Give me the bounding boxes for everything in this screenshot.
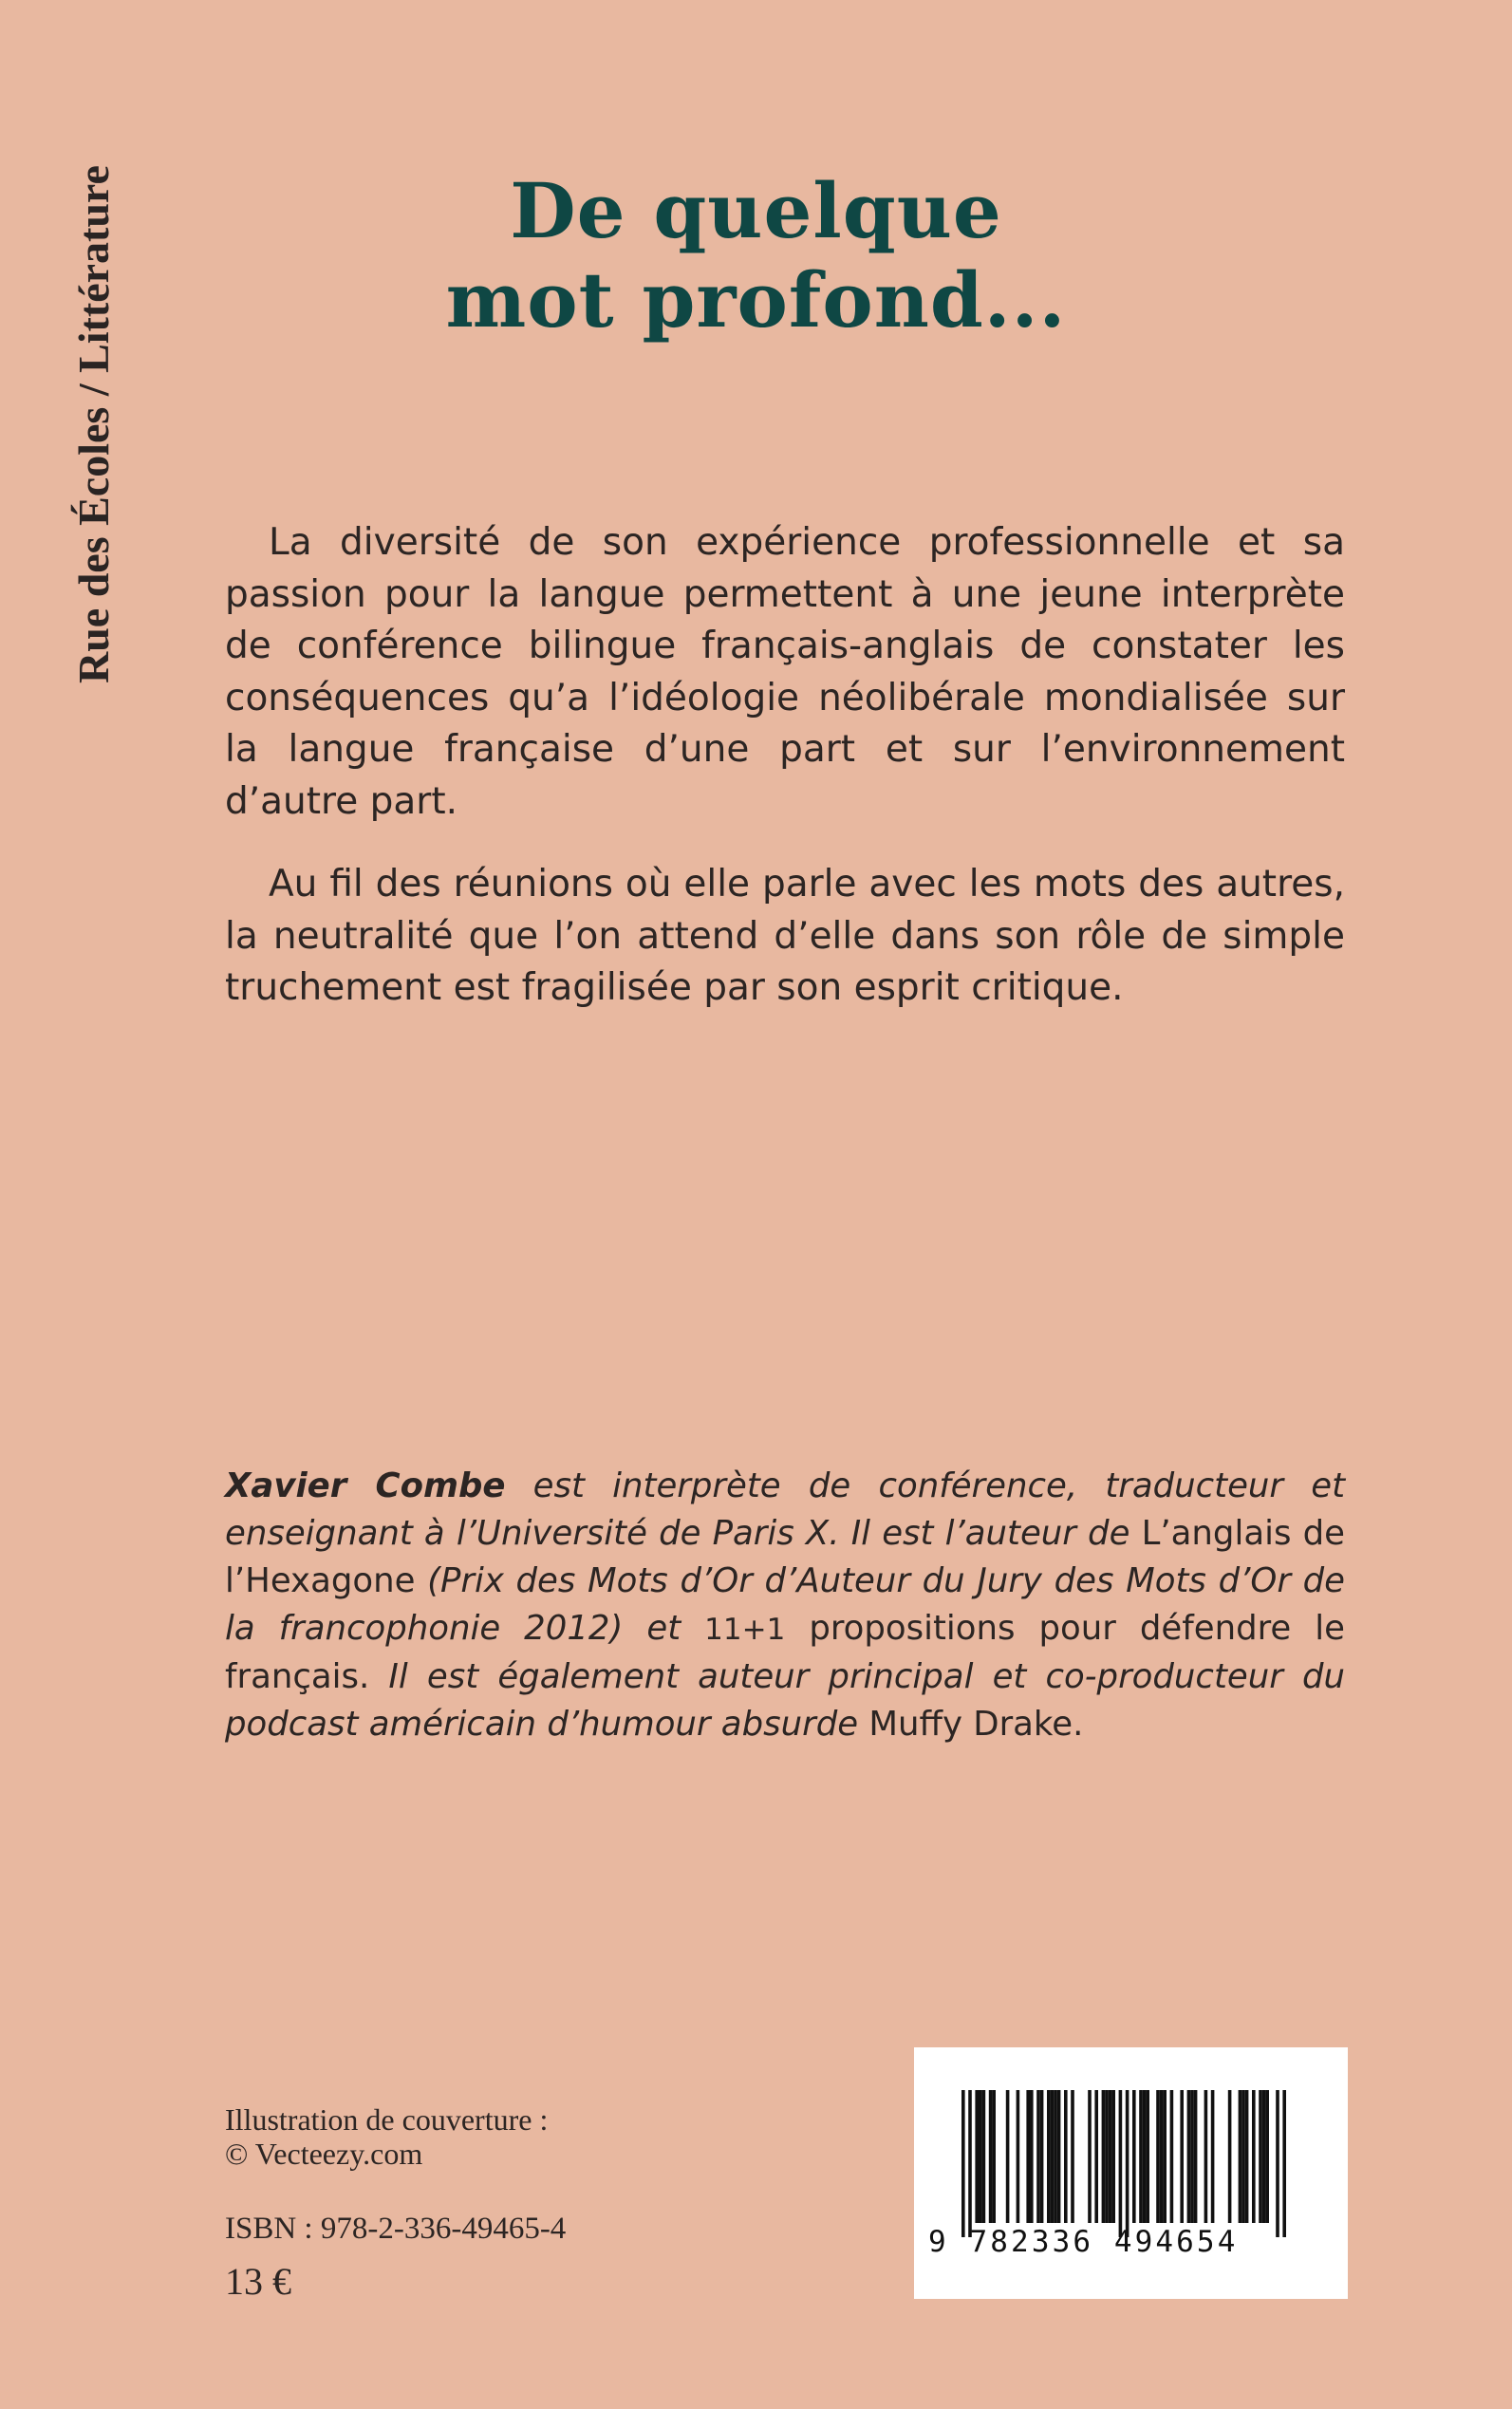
barcode-bar <box>1239 2090 1242 2223</box>
bio-text: est interprète de conférence, traducteur et enseignant à l’Université de Paris X. Il est l’auteur de <box>225 1466 1346 1553</box>
barcode-bar <box>1051 2090 1055 2223</box>
barcode-bar <box>1143 2090 1147 2223</box>
barcode-bar <box>975 2090 979 2223</box>
podcast-title: Muffy Drake <box>868 1705 1073 1744</box>
barcode-bar <box>1126 2090 1129 2237</box>
barcode-bar <box>1211 2090 1215 2223</box>
barcode-bar <box>1057 2090 1061 2223</box>
title-line-1: De quelque <box>510 166 1002 255</box>
barcode <box>914 2047 1348 2299</box>
barcode-bar <box>1245 2090 1249 2223</box>
barcode-bar <box>1228 2090 1232 2223</box>
barcode-bar <box>1241 2090 1245 2223</box>
summary-paragraph: La diversité de son expérience professionnelle et sa passion pour la langue permettent à une jeune interprète de conférence bilingue français-anglais de constater les conséquences qu’a l’idéologie néolibérale mondialisée sur la langue française d’une part et sur l’environnement d’autre part. <box>225 521 1345 823</box>
barcode-bar <box>1109 2090 1112 2223</box>
barcode-bar <box>961 2090 965 2237</box>
barcode-bar <box>1170 2090 1174 2223</box>
barcode-bar <box>992 2090 996 2223</box>
book-title-2-number: 11+1 <box>704 1613 786 1647</box>
barcode-bar <box>1017 2090 1020 2223</box>
barcode-bar <box>1265 2090 1269 2223</box>
barcode-bar <box>1187 2090 1191 2223</box>
barcode-bar <box>1040 2090 1044 2223</box>
barcode-bar <box>968 2090 972 2237</box>
barcode-bar <box>1105 2090 1109 2223</box>
barcode-bar <box>1094 2090 1098 2223</box>
barcode-bar <box>1282 2090 1286 2237</box>
barcode-bar <box>1252 2090 1256 2223</box>
barcode-bar <box>989 2090 993 2223</box>
barcode-bar <box>1259 2090 1262 2223</box>
barcode-bar <box>1163 2090 1167 2223</box>
barcode-digits: 9 782336 494654 <box>928 2225 1239 2259</box>
barcode-bar <box>1146 2090 1149 2223</box>
barcode-bar <box>1156 2090 1160 2223</box>
barcode-bar <box>1054 2090 1057 2223</box>
barcode-bar <box>1036 2090 1040 2223</box>
summary-paragraph: Au fil des réunions où elle parle avec les mots des autres, la neutralité que l’on attend d’elle dans son rôle de simple truchement est fragilisée par son esprit critique. <box>225 863 1345 1009</box>
bio-text: Il est également auteur principal et co-producteur du podcast américain d’humour absurde <box>225 1657 1345 1744</box>
barcode-bar <box>1180 2090 1184 2223</box>
author-bio <box>225 1463 1345 1748</box>
price: 13 € <box>225 2260 291 2303</box>
barcode-bar <box>1111 2090 1115 2223</box>
barcode-bar <box>1190 2090 1194 2223</box>
barcode-bar <box>1088 2090 1092 2223</box>
barcode-bar <box>979 2090 982 2223</box>
isbn: ISBN : 978-2-336-49465-4 <box>225 2212 567 2246</box>
bio-end: . <box>1073 1705 1084 1744</box>
barcode-bar <box>1064 2090 1068 2223</box>
barcode-bar <box>1194 2090 1198 2223</box>
barcode-bar <box>1102 2090 1106 2223</box>
credits-line-1: Illustration de couverture : <box>225 2102 549 2137</box>
book-title-1: L’anglais de l’Hexagone <box>225 1514 1345 1600</box>
barcode-bar <box>1132 2090 1136 2223</box>
barcode-bars <box>914 2047 1348 2299</box>
barcode-bar <box>1160 2090 1164 2223</box>
series-name: Rue des Écoles / Littérature <box>69 165 118 683</box>
barcode-bar <box>1026 2090 1030 2223</box>
book-title-2: propositions pour défendre le français. <box>225 1609 1345 1696</box>
title-line-2: mot profond... <box>445 255 1067 345</box>
barcode-bar <box>1006 2090 1010 2223</box>
bio-text: (Prix des Mots d’Or d’Auteur du Jury des Mots d’Or de la francophonie 2012) et <box>225 1561 1345 1648</box>
illustration-credits <box>225 2102 548 2171</box>
barcode-bar <box>1204 2090 1208 2223</box>
barcode-bar <box>1276 2090 1279 2237</box>
barcode-bar <box>982 2090 986 2223</box>
barcode-bar <box>1262 2090 1266 2223</box>
barcode-bar <box>1030 2090 1034 2223</box>
author-name: Xavier Combe <box>225 1466 506 1505</box>
barcode-bar <box>1071 2090 1074 2223</box>
barcode-bar <box>1139 2090 1143 2223</box>
book-title <box>0 166 1512 345</box>
barcode-bar <box>1047 2090 1051 2223</box>
summary-text <box>225 517 1345 1046</box>
barcode-bar <box>1119 2090 1123 2237</box>
credits-line-2: © Vecteezy.com <box>225 2137 423 2171</box>
